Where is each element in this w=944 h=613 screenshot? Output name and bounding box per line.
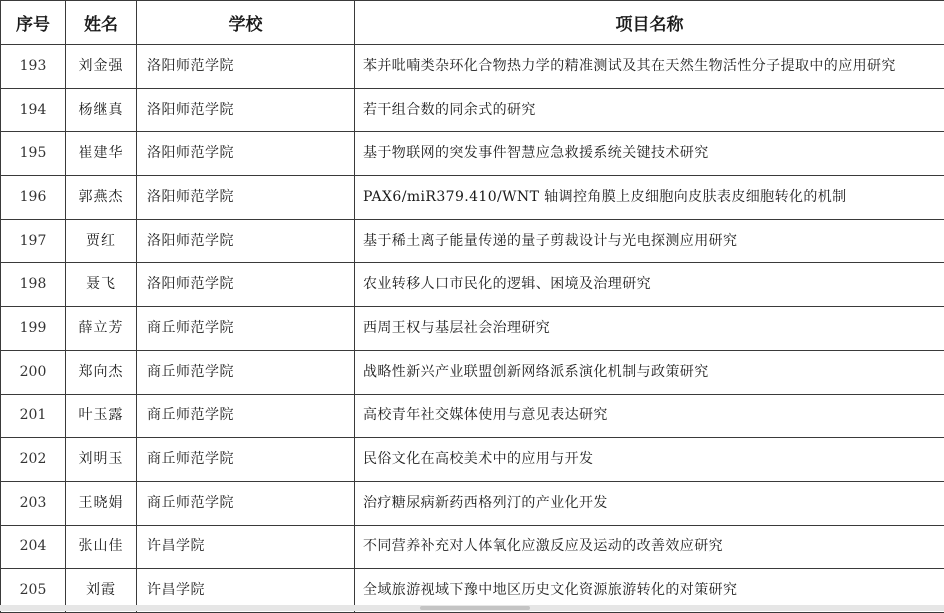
- cell-name: 王晓娟: [66, 481, 137, 525]
- cell-school: 洛阳师范学院: [137, 219, 355, 263]
- cell-name: 刘金强: [66, 45, 137, 89]
- cell-name: 刘明玉: [66, 438, 137, 482]
- scrollbar-thumb[interactable]: [420, 606, 530, 610]
- cell-serial-number: 194: [1, 88, 66, 132]
- cell-serial-number: 195: [1, 132, 66, 176]
- cell-school: 商丘师范学院: [137, 394, 355, 438]
- cell-serial-number: 200: [1, 350, 66, 394]
- cell-serial-number: 197: [1, 219, 66, 263]
- header-name: 姓名: [66, 1, 137, 45]
- cell-project-title: PAX6/miR379.410/WNT 轴调控角膜上皮细胞向皮肤表皮细胞转化的机制: [355, 176, 944, 220]
- cell-school: 许昌学院: [137, 569, 355, 613]
- table-body: [1, 45, 944, 613]
- cell-name: 郭燕杰: [66, 176, 137, 220]
- cell-school: 洛阳师范学院: [137, 176, 355, 220]
- horizontal-scrollbar[interactable]: [0, 605, 944, 611]
- cell-name: 刘霞: [66, 569, 137, 613]
- cell-school: 洛阳师范学院: [137, 132, 355, 176]
- cell-project-title: 农业转移人口市民化的逻辑、困境及治理研究: [355, 263, 944, 307]
- cell-project-title: 西周王权与基层社会治理研究: [355, 307, 944, 351]
- cell-school: 洛阳师范学院: [137, 263, 355, 307]
- cell-name: 薛立芳: [66, 307, 137, 351]
- cell-name: 张山佳: [66, 525, 137, 569]
- cell-name: 崔建华: [66, 132, 137, 176]
- cell-school: 洛阳师范学院: [137, 88, 355, 132]
- cell-serial-number: 199: [1, 307, 66, 351]
- cell-project-title: 全域旅游视域下豫中地区历史文化资源旅游转化的对策研究: [355, 569, 944, 613]
- cell-project-title: 民俗文化在高校美术中的应用与开发: [355, 438, 944, 482]
- table-row: [1, 525, 944, 569]
- table-row: [1, 45, 944, 89]
- table-row: [1, 307, 944, 351]
- table-row: [1, 176, 944, 220]
- cell-name: 叶玉露: [66, 394, 137, 438]
- cell-school: 商丘师范学院: [137, 438, 355, 482]
- table-row: [1, 394, 944, 438]
- table-row: [1, 132, 944, 176]
- cell-serial-number: 202: [1, 438, 66, 482]
- cell-school: 商丘师范学院: [137, 350, 355, 394]
- cell-project-title: 若干组合数的同余式的研究: [355, 88, 944, 132]
- table-row: [1, 219, 944, 263]
- cell-project-title: 基于物联网的突发事件智慧应急救援系统关键技术研究: [355, 132, 944, 176]
- cell-name: 贾红: [66, 219, 137, 263]
- cell-serial-number: 201: [1, 394, 66, 438]
- table-header: [1, 1, 944, 45]
- cell-name: 聂飞: [66, 263, 137, 307]
- header-serial-number: 序号: [1, 1, 66, 45]
- cell-serial-number: 193: [1, 45, 66, 89]
- header-row: [1, 1, 944, 45]
- header-project-title: 项目名称: [355, 1, 944, 45]
- cell-project-title: 基于稀土离子能量传递的量子剪裁设计与光电探测应用研究: [355, 219, 944, 263]
- cell-school: 商丘师范学院: [137, 481, 355, 525]
- table-row: [1, 88, 944, 132]
- cell-serial-number: 203: [1, 481, 66, 525]
- cell-serial-number: 205: [1, 569, 66, 613]
- cell-name: 杨继真: [66, 88, 137, 132]
- cell-name: 郑向杰: [66, 350, 137, 394]
- cell-serial-number: 204: [1, 525, 66, 569]
- cell-serial-number: 196: [1, 176, 66, 220]
- table-row: [1, 481, 944, 525]
- cell-school: 许昌学院: [137, 525, 355, 569]
- cell-project-title: 治疗糖尿病新药西格列汀的产业化开发: [355, 481, 944, 525]
- table-row: [1, 263, 944, 307]
- cell-project-title: 战略性新兴产业联盟创新网络派系演化机制与政策研究: [355, 350, 944, 394]
- cell-project-title: 高校青年社交媒体使用与意见表达研究: [355, 394, 944, 438]
- cell-serial-number: 198: [1, 263, 66, 307]
- cell-school: 商丘师范学院: [137, 307, 355, 351]
- table-row: [1, 438, 944, 482]
- cell-project-title: 不同营养补充对人体氧化应激反应及运动的改善效应研究: [355, 525, 944, 569]
- header-school: 学校: [137, 1, 355, 45]
- cell-project-title: 苯并吡喃类杂环化合物热力学的精准测试及其在天然生物活性分子提取中的应用研究: [355, 45, 944, 89]
- cell-school: 洛阳师范学院: [137, 45, 355, 89]
- table-row: [1, 350, 944, 394]
